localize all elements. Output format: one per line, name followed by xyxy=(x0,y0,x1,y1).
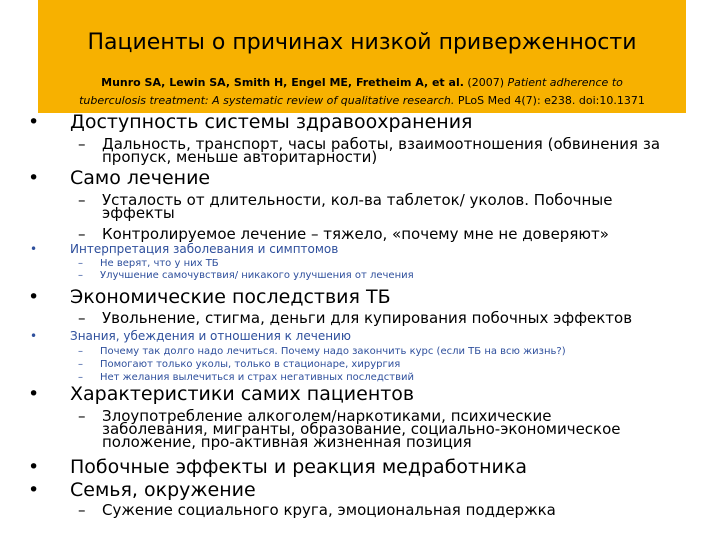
citation-title: Patient adherence to tuberculosis treatment: A systematic review of qualitative research. xyxy=(79,76,623,107)
bullet-text: Семья, окружение xyxy=(70,479,256,501)
dash-marker: – xyxy=(78,309,86,327)
subitem-line: эффекты xyxy=(102,204,175,222)
dash-marker: – xyxy=(78,191,86,209)
dash-marker: – xyxy=(78,407,86,425)
bullet-marker: • xyxy=(28,456,40,478)
subitem-line: Нет желания вылечиться и страх негативных последствий xyxy=(100,372,414,383)
bullet-text: Интерпретация заболевания и симптомов xyxy=(70,242,339,256)
dash-marker: – xyxy=(78,346,83,357)
subitem-line: Не верят, что у них ТБ xyxy=(100,258,219,269)
subitem-line: Сужение социального круга, эмоциональная поддержка xyxy=(102,501,556,519)
subitem-line: Почему так долго надо лечиться. Почему надо закончить курс (если ТБ на всю жизнь?) xyxy=(100,346,566,357)
bullet-text: Характеристики самих пациентов xyxy=(70,383,415,405)
dash-marker: – xyxy=(78,258,83,269)
subitem-line: Улучшение самочувствия/ никакого улучшения от лечения xyxy=(100,270,414,281)
subitem-line: Дальность, транспорт, часы работы, взаимоотношения (обвинения за xyxy=(102,135,661,153)
dash-marker: – xyxy=(78,270,83,281)
subitem-line: Помогают только уколы, только в стационаре, хирургия xyxy=(100,359,401,370)
subitem-line: Контролируемое лечение – тяжело, «почему мне не доверяют» xyxy=(102,225,609,243)
dash-marker: – xyxy=(78,359,83,370)
dash-marker: – xyxy=(78,225,86,243)
bullet-text: Знания, убеждения и отношения к лечению xyxy=(70,329,351,343)
bullet-text: Экономические последствия ТБ xyxy=(70,286,391,308)
dash-marker: – xyxy=(78,501,86,519)
subitem-line: положение, про-активная жизненная позиция xyxy=(102,433,472,451)
citation-authors: Munro SA, Lewin SA, Smith H, Engel ME, Fretheim A, et al. xyxy=(101,76,464,89)
subitem-line: Увольнение, стигма, деньги для купирования побочных эффектов xyxy=(102,309,633,327)
bullet-text: Само лечение xyxy=(70,167,211,189)
subitem-line: пропуск, меньше авторитарности) xyxy=(102,148,378,166)
dash-marker: – xyxy=(78,135,86,153)
dash-marker: – xyxy=(78,372,83,383)
subitem-line: заболевания, мигранты, образование, социально-экономическое xyxy=(102,420,621,438)
bullet-marker: • xyxy=(30,329,38,343)
citation-journal: PLoS Med 4(7): e238. doi:10.1371 xyxy=(454,94,645,107)
bullet-marker: • xyxy=(28,111,40,133)
bullet-marker: • xyxy=(28,479,40,501)
slide-title: Пациенты о причинах низкой приверженности xyxy=(87,30,637,55)
bullet-text: Доступность системы здравоохранения xyxy=(70,111,473,133)
subitem-line: Усталость от длительности, кол-ва таблеток/ уколов. Побочные xyxy=(102,191,613,209)
header-banner xyxy=(38,0,686,113)
bullet-marker: • xyxy=(28,286,40,308)
citation-year: (2007) xyxy=(463,76,508,89)
subitem-line: Злоупотребление алкоголем/наркотиками, психические xyxy=(102,407,552,425)
bullet-marker: • xyxy=(28,383,40,405)
bullet-marker: • xyxy=(30,242,38,256)
bullet-marker: • xyxy=(28,167,40,189)
bullet-text: Побочные эффекты и реакция медработника xyxy=(70,456,527,478)
citation xyxy=(66,74,658,110)
